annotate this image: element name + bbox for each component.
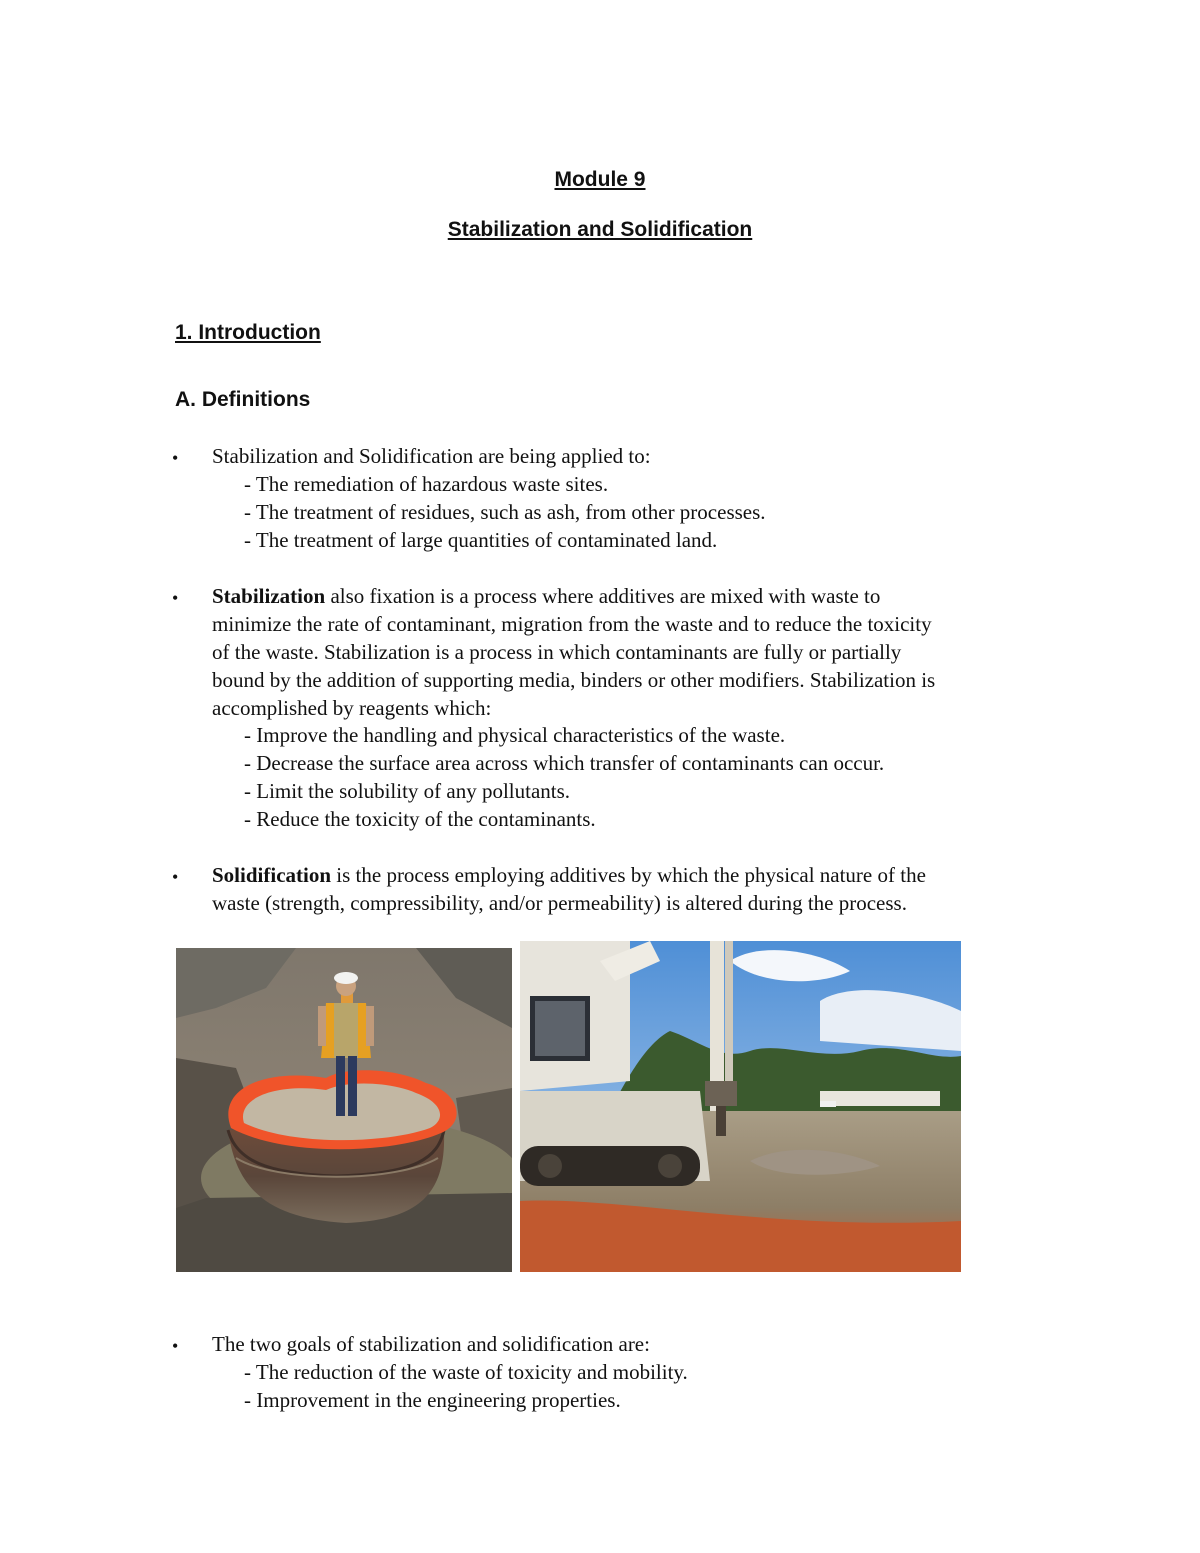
- bullet-marker: •: [172, 588, 179, 608]
- stabilization-line: of the waste. Stabilization is a process in which contaminants are fully or partially: [212, 640, 902, 664]
- stabilization-term: Stabilization: [212, 584, 326, 608]
- applied-intro: Stabilization and Solidification are being applied to:: [212, 444, 651, 468]
- stabilization-line: minimize the rate of contaminant, migration from the waste and to reduce the toxicity: [212, 612, 932, 636]
- stabilization-line-1-rest: also fixation is a process where additives are mixed with waste to: [325, 584, 881, 608]
- solidification-line-1-rest: is the process employing additives by which the physical nature of the: [331, 863, 926, 887]
- bullet-marker: •: [172, 1336, 179, 1356]
- module-subtitle: Stabilization and Solidification: [447, 218, 753, 241]
- drill-rig-site-photo: [520, 941, 961, 1272]
- subsection-heading: A. Definitions: [175, 388, 311, 411]
- stabilization-item: - Limit the solubility of any pollutants.: [244, 779, 571, 803]
- bullet-marker: •: [172, 448, 179, 468]
- solidification-line-1: [212, 862, 926, 889]
- stabilization-item: - Reduce the toxicity of the contaminants.: [244, 807, 596, 831]
- stabilization-line-1: [212, 583, 880, 610]
- stabilization-item: - Decrease the surface area across which transfer of contaminants can occur.: [244, 751, 885, 775]
- goals-intro: The two goals of stabilization and solidification are:: [212, 1332, 650, 1356]
- stabilization-line: bound by the addition of supporting media, binders or other modifiers. Stabilization is: [212, 668, 936, 692]
- goals-item: - Improvement in the engineering properties.: [244, 1388, 621, 1412]
- bullet-marker: •: [172, 867, 179, 887]
- applied-item: - The treatment of large quantities of contaminated land.: [244, 528, 718, 552]
- applied-item: - The treatment of residues, such as ash, from other processes.: [244, 500, 766, 524]
- applied-item: - The remediation of hazardous waste sites.: [244, 472, 609, 496]
- stabilization-item: - Improve the handling and physical characteristics of the waste.: [244, 723, 786, 747]
- solidification-term: Solidification: [212, 863, 332, 887]
- section-heading: 1. Introduction: [175, 321, 321, 344]
- module-title: Module 9: [554, 168, 646, 191]
- goals-item: - The reduction of the waste of toxicity and mobility.: [244, 1360, 688, 1384]
- solidified-soil-column-photo: [176, 948, 512, 1272]
- solidification-line-2: waste (strength, compressibility, and/or permeability) is altered during the process.: [212, 891, 907, 915]
- stabilization-line: accomplished by reagents which:: [212, 696, 492, 720]
